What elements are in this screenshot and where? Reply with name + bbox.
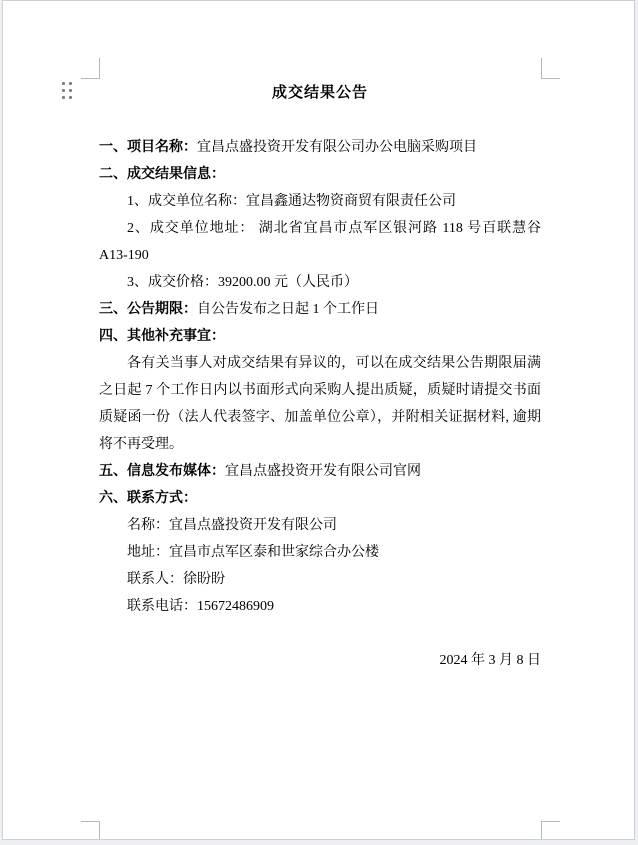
section-period-value: 自公告发布之日起 1 个工作日 — [197, 302, 379, 317]
result-price: 3、成交价格：39200.00 元（人民币） — [127, 275, 358, 290]
document-body — [99, 78, 541, 674]
drag-handle-icon[interactable] — [62, 82, 72, 99]
drag-handle-dot — [62, 82, 65, 85]
section-period-label: 三、公告期限： — [99, 302, 197, 317]
contact-name: 名称：宜昌点盛投资开发有限公司 — [127, 518, 337, 533]
section-project-value: 宜昌点盛投资开发有限公司办公电脑采购项目 — [197, 140, 477, 155]
result-unit-address: 2、成交单位地址： 湖北省宜昌市点军区银河路 118 号百联慧谷A13-190 — [99, 221, 541, 263]
other-paragraph: 各有关当事人对成交结果有异议的，可以在成交结果公告期限届满之日起 7 个工作日内以书面形式向采购人提出质疑，质疑时请提交书面质疑函一份（法人代表签字、加盖单位公章），并附相关证据材料, 逾期将不再受理。 — [99, 356, 541, 452]
drag-handle-dot — [69, 96, 72, 99]
section-project-label: 一、项目名称： — [99, 140, 197, 155]
margin-crop-mark-bottom-left — [81, 821, 100, 839]
section-project-name — [99, 134, 541, 161]
result-unit-name: 1、成交单位名称：宜昌鑫通达物资商贸有限责任公司 — [127, 194, 456, 209]
section-result-heading: 二、成交结果信息： — [99, 167, 225, 182]
drag-handle-dot — [69, 89, 72, 92]
section-media-value: 宜昌点盛投资开发有限公司官网 — [225, 464, 421, 479]
contact-person: 联系人：徐盼盼 — [127, 572, 225, 587]
margin-crop-mark-top-right — [541, 58, 560, 79]
document-title: 成交结果公告 — [271, 85, 368, 101]
document-date: 2024 年 3 月 8 日 — [439, 653, 541, 668]
drag-handle-dot — [69, 82, 72, 85]
section-contact-heading: 六、联系方式： — [99, 491, 197, 506]
section-period — [99, 296, 541, 323]
margin-crop-mark-top-left — [81, 58, 100, 79]
section-media — [99, 458, 541, 485]
section-other-heading: 四、其他补充事宜： — [99, 329, 225, 344]
contact-address: 地址：宜昌市点军区泰和世家综合办公楼 — [127, 545, 379, 560]
drag-handle-dot — [62, 89, 65, 92]
drag-handle-dot — [62, 96, 65, 99]
section-media-label: 五、信息发布媒体： — [99, 464, 225, 479]
margin-crop-mark-bottom-right — [541, 821, 560, 839]
contact-phone: 联系电话：15672486909 — [127, 599, 274, 614]
